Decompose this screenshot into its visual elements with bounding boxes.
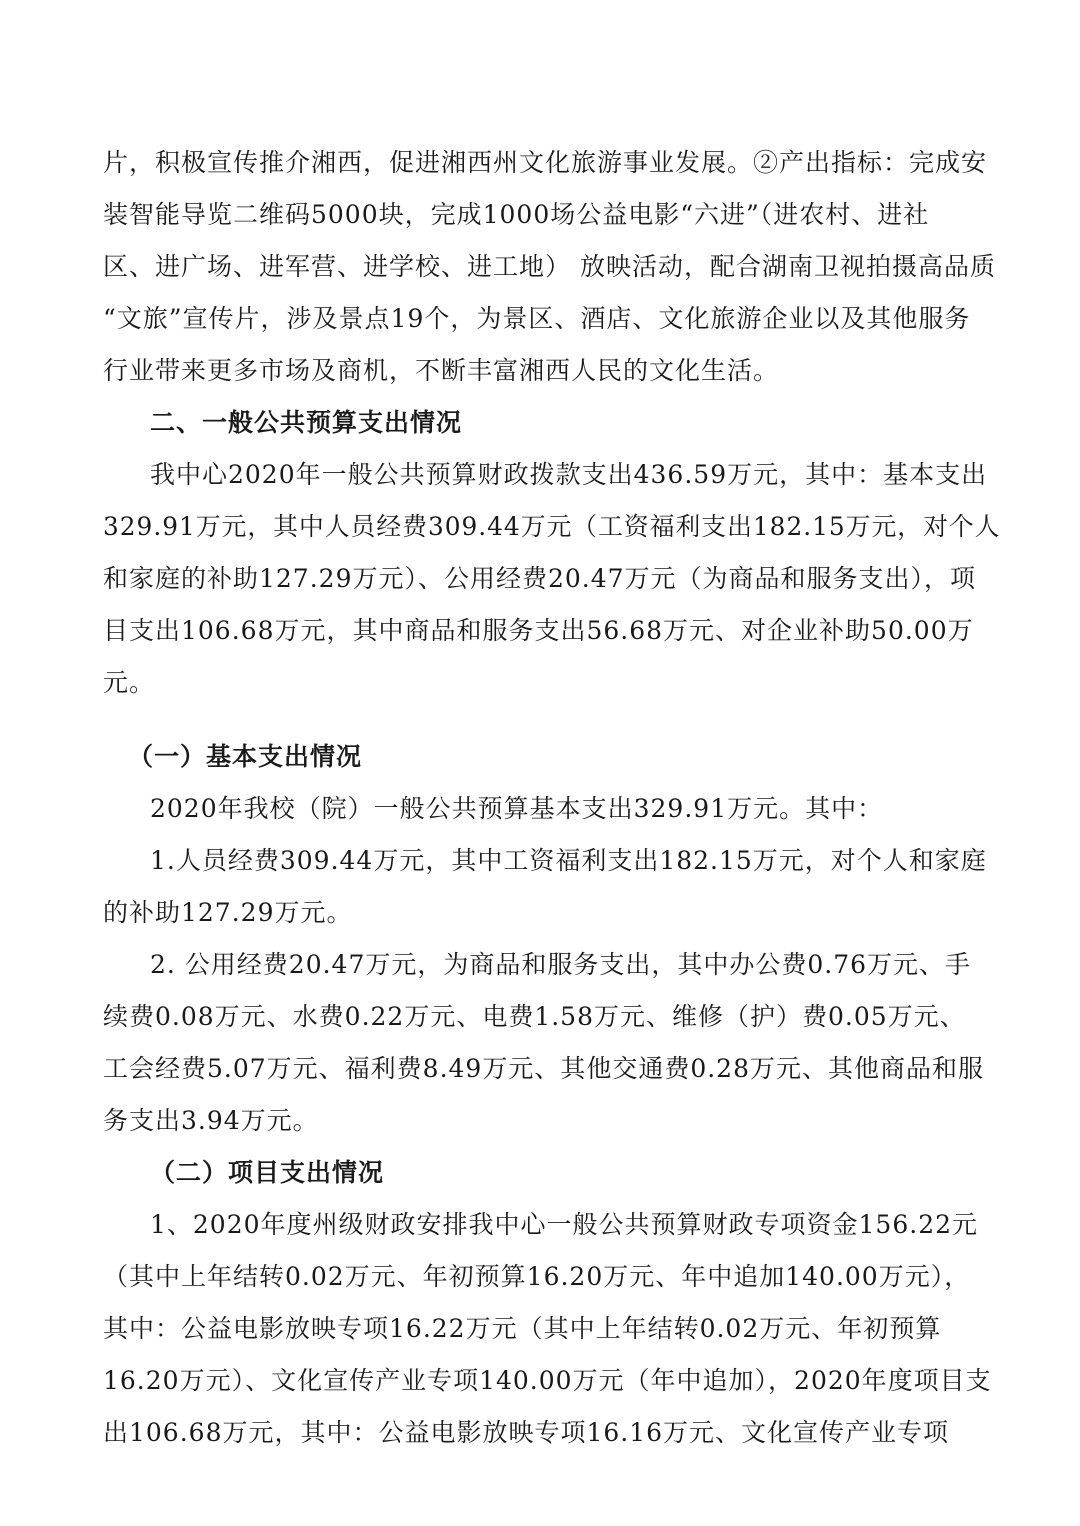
subsection-heading: （一）基本支出情况: [128, 742, 363, 771]
text-line: 装智能导览二维码5000块，完成1000场公益电影“六进”（进农村、进社: [103, 200, 930, 229]
text-line: 行业带来更多市场及商机，不断丰富湘西人民的文化生活。: [103, 356, 780, 385]
text-line: 2. 公用经费20.47万元，为商品和服务支出，其中办公费0.76万元、手: [150, 950, 972, 979]
text-line: 329.91万元，其中人员经费309.44万元（工资福利支出182.15万元，对个人: [103, 512, 1001, 541]
text-line: 其中：公益电影放映专项16.22万元（其中上年结转0.02万元、年初预算: [103, 1314, 942, 1343]
text-line: 1.人员经费309.44万元，其中工资福利支出182.15万元，对个人和家庭: [150, 846, 987, 875]
text-line: 1、2020年度州级财政安排我中心一般公共预算财政专项资金156.22元: [150, 1210, 979, 1239]
text-line: 务支出3.94万元。: [103, 1106, 319, 1135]
text-line: “文旅”宣传片，涉及景点19个，为景区、酒店、文化旅游企业以及其他服务: [103, 304, 971, 333]
text-line: 出106.68万元，其中：公益电影放映专项16.16万元、文化宣传产业专项: [103, 1418, 950, 1447]
text-line: 工会经费5.07万元、福利费8.49万元、其他交通费0.28万元、其他商品和服: [103, 1054, 984, 1083]
subsection-heading: （二）项目支出情况: [150, 1158, 385, 1187]
text-line: 续费0.08万元、水费0.22万元、电费1.58万元、维修（护）费0.05万元、: [103, 1002, 966, 1031]
section-heading: 二、一般公共预算支出情况: [150, 408, 463, 437]
text-line: 我中心2020年一般公共预算财政拨款支出436.59万元，其中：基本支出: [150, 460, 988, 489]
text-line: 2020年我校（院）一般公共预算基本支出329.91万元。其中：: [150, 794, 884, 823]
text-line: 16.20万元）、文化宣传产业专项140.00万元（年中追加），2020年度项目支: [103, 1366, 992, 1395]
text-line: 目支出106.68万元，其中商品和服务支出56.68万元、对企业补助50.00万: [103, 616, 974, 645]
text-line: 片，积极宣传推介湘西，促进湘西州文化旅游事业发展。②产出指标：完成安: [103, 148, 988, 177]
text-line: 和家庭的补助127.29万元）、公用经费20.47万元（为商品和服务支出），项: [103, 564, 977, 593]
text-line: 区、进广场、进军营、进学校、进工地） 放映活动，配合湖南卫视拍摄高品质: [103, 252, 996, 281]
text-line: 的补助127.29万元。: [103, 898, 353, 927]
text-line: 元。: [103, 668, 156, 697]
text-line: （其中上年结转0.02万元、年初预算16.20万元、年中追加140.00万元），: [103, 1262, 971, 1291]
